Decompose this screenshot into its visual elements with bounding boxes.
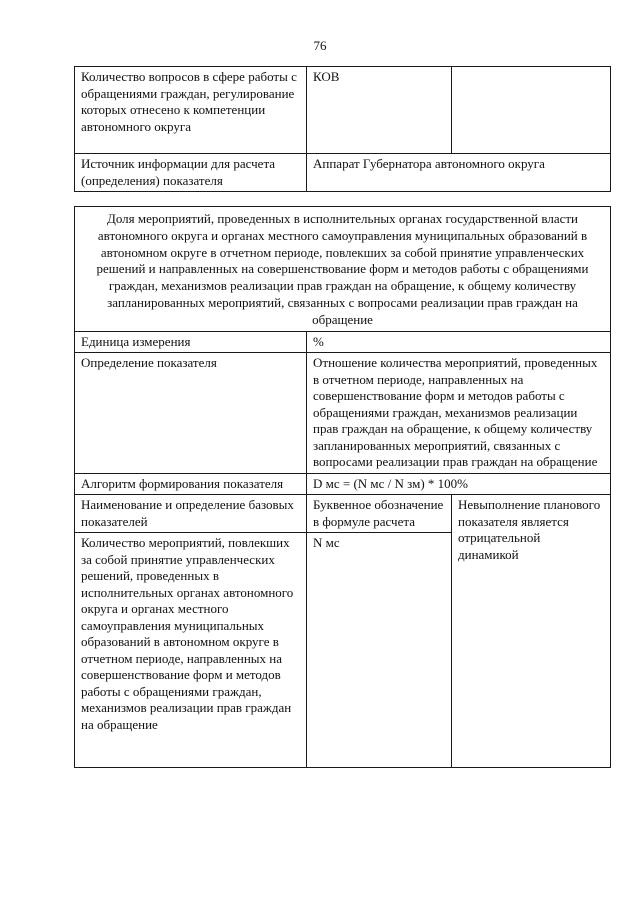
cell-label: Наименование и определение базовых показателей — [75, 495, 307, 533]
cell-value: % — [307, 331, 611, 353]
table-row — [75, 495, 611, 533]
cell-value: Аппарат Губернатора автономного округа — [307, 154, 611, 192]
cell-label: Количество мероприятий, повлекших за собой принятие управленческих решений, проведенных в исполнительных органах автономного округа и органах местного самоуправления муниципальных образований в автономном округе в отчетном периоде, направленных на совершенствование форм и методов работы с обращениями граждан, механизмов реализации прав граждан на обращение — [75, 533, 307, 768]
cell-note: Невыполнение планового показателя является отрицательной динамикой — [452, 495, 611, 768]
cell-value: КОВ — [307, 67, 452, 154]
cell-symbol: N мс — [307, 533, 452, 768]
cell-formula: D мс = (N мс / N зм) * 100% — [307, 473, 611, 495]
cell-extra — [452, 67, 611, 154]
table-row — [75, 473, 611, 495]
indicator-title: Доля мероприятий, проведенных в исполнительных органах государственной власти автономного округа и органах местного самоуправления муниципальных образований в автономном округе в отчетном периоде, повлекших за собой принятие управленческих решений и направленных на совершенствование форм и методов работы с обращениями граждан, механизмов реализации прав граждан на обращение, к общему количеству запланированных мероприятий, связанных с вопросами реализации прав граждан на обращение — [75, 207, 611, 332]
cell-label: Определение показателя — [75, 353, 307, 474]
cell-value: Отношение количества мероприятий, проведенных в отчетном периоде, направленных на совершенствование форм и методов работы с обращениями граждан, механизмов реализации прав граждан на обращение, к общему количеству запланированных мероприятий, связанных с вопросами реализации прав граждан на обращение — [307, 353, 611, 474]
table-row — [75, 353, 611, 474]
cell-label: Единица измерения — [75, 331, 307, 353]
table-row — [75, 207, 611, 332]
table-row — [75, 331, 611, 353]
page-number: 76 — [313, 38, 327, 53]
cell-label: Алгоритм формирования показателя — [75, 473, 307, 495]
indicator-table-top — [74, 66, 611, 192]
cell-symbol-header: Буквенное обозначение в формуле расчета — [307, 495, 452, 533]
table-row — [75, 67, 611, 154]
cell-label: Источник информации для расчета (определения) показателя — [75, 154, 307, 192]
table-row — [75, 154, 611, 192]
cell-label: Количество вопросов в сфере работы с обращениями граждан, регулирование которых отнесено к компетенции автономного округа — [75, 67, 307, 154]
indicator-table-main — [74, 206, 611, 768]
